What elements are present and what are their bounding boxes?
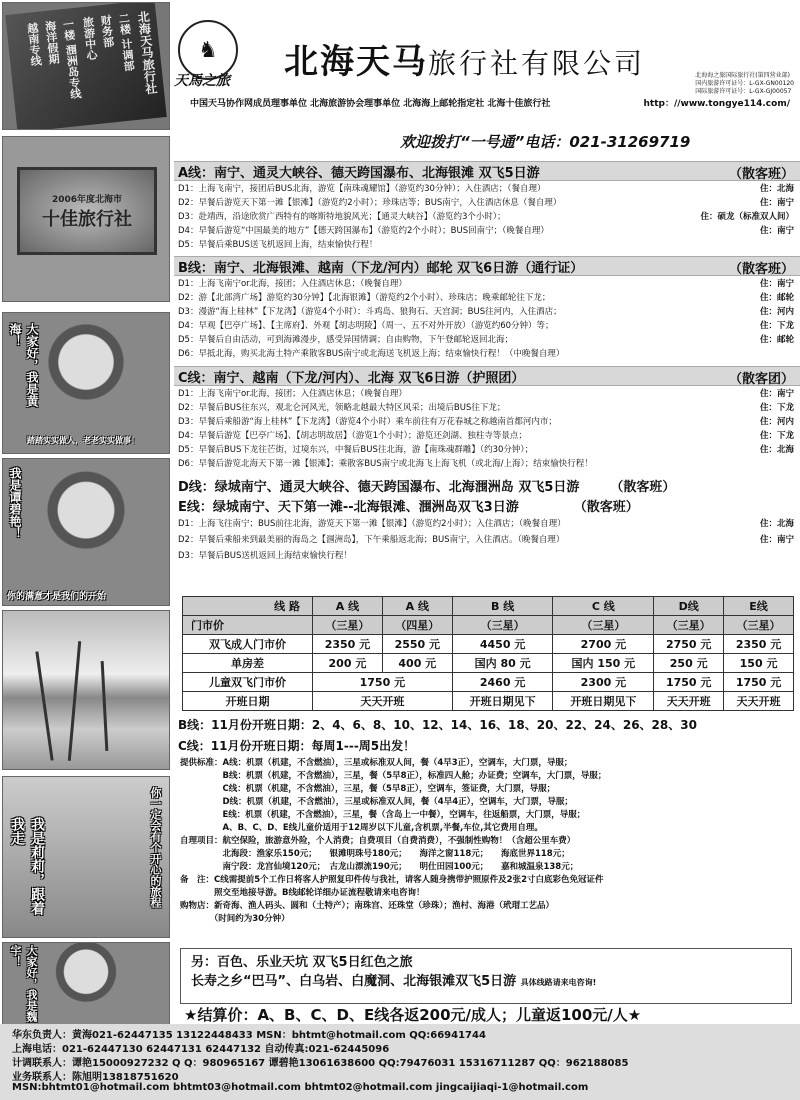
route-day xyxy=(178,388,798,401)
table-col-sub: （三星） xyxy=(452,616,553,635)
table-row xyxy=(183,692,794,711)
table-cell: 天天开班 xyxy=(313,692,453,711)
contact-line: 业务联系人：陈旭明13818751620 xyxy=(12,1072,179,1083)
sign-line: 越南专线 xyxy=(25,21,43,67)
contact-line: 上海电话：021-62447130 62447131 62447132 自动传真:021-62445096 xyxy=(12,1044,390,1055)
association-bar xyxy=(0,96,800,109)
day-text: D1：上海飞往南宁；BUS前往北海，游览天下第一滩【银滩】（游览约2小时）；入住酒店；（晚餐自理） xyxy=(178,519,566,529)
table-col-head: E线 xyxy=(724,597,794,616)
contact-line: 计调联系人：谭艳15000927232 Q Q：980965167 谭碧艳13061638600 QQ:79476031 15316711287 QQ：962188085 xyxy=(12,1058,629,1069)
day-stay: 住：河内 xyxy=(759,417,794,427)
table-cell: 200 元 xyxy=(313,654,383,673)
standard-line: 自理项目：航空保险，旅游意外险，个人消费；自费项目（自费消费），不强制性购物！（含超公里车费） xyxy=(180,836,576,846)
day-stay: 住：北海 xyxy=(759,519,794,529)
standard-line: 备 注：C线需提前5个工作日将客人护照复印件传与我社，请客人随身携带护照原件及2张2寸白底彩色免冠证件 xyxy=(180,875,604,885)
day-text: D3：早餐后BUS送机返回上海结束愉快行程！ xyxy=(178,551,352,561)
plaque-title: 十佳旅行社 xyxy=(42,208,132,230)
day-text: D3：赴靖西，沿途欣赏广西特有的喀斯特地貌风光；【通灵大峡谷】（游览约3个小时）； xyxy=(178,212,506,222)
table-row xyxy=(183,616,794,635)
website-link[interactable]: http：//www.tongye114.com/ xyxy=(643,99,790,109)
table-row-label: 儿童双飞门市价 xyxy=(183,673,313,692)
staff-motto: 你一定会有个开心的旅程 xyxy=(149,787,162,908)
route-day xyxy=(178,402,798,415)
staff-motto: 你的满意才是我们的开始 xyxy=(7,592,107,602)
sign-line: 二楼 计调部 xyxy=(116,12,136,73)
route-b-title xyxy=(174,256,800,276)
consult-note: 具体线路请来电咨询! xyxy=(520,978,597,987)
contact-line: 华东负责人：黄海021-62447135 13122448433 MSN：bhtmt@hotmail.com QQ:66941744 xyxy=(12,1030,486,1041)
standard-line: C线：机票（机建，不含燃油），三星，餐（5早8正），空调车，签证费，大门票，导服； xyxy=(180,784,556,794)
other-route-2: 长寿之乡“巴马”、白乌岩、白魔洞、北海银滩双飞5日游 xyxy=(191,974,517,989)
route-type: （散客班） xyxy=(573,500,639,515)
staff-motto: 踏踏实实做人，老老实实做事！ xyxy=(27,436,139,445)
day-text: D2：早餐后BUS往东兴，观北仑河风光，领略北越最大特区风采；出境后BUS往下龙； xyxy=(178,403,506,413)
route-day xyxy=(178,225,798,238)
standard-line: A、B、C、D、E线儿童价适用于12周岁以下儿童,含机票,半餐,车位,其它费用自理。 xyxy=(180,823,543,833)
table-cell: 开班日期见下 xyxy=(452,692,553,711)
horse-logo-icon: ♞ xyxy=(178,20,238,80)
route-c-title xyxy=(174,366,800,386)
route-type: （散客团） xyxy=(728,372,794,387)
route-day xyxy=(178,278,798,291)
day-text: D4：早观【巴亭广场】、【主席府】、外观【胡志明陵】（周一、五不对外开放）（游览约60分钟）等； xyxy=(178,321,554,331)
route-d-title xyxy=(178,476,676,495)
staff-greeting: 大家好，我是黄海！ xyxy=(8,323,39,407)
table-col-sub: （三星） xyxy=(313,616,383,635)
route-day xyxy=(178,430,798,443)
standard-line: 购物店：新奇海、渔人码头、圆和（土特产）；南珠宫、还珠堂（珍珠）；渔村、海港（玳瑁工艺品） xyxy=(180,901,555,911)
route-day xyxy=(178,211,798,224)
route-day xyxy=(178,550,798,563)
table-col-head: B 线 xyxy=(452,597,553,616)
table-cell: 2300 元 xyxy=(553,673,654,692)
table-row xyxy=(183,597,794,616)
table-col-sub: （三星） xyxy=(553,616,654,635)
standard-line: 北海段：渔家乐150元； 银滩明珠号180元； 海洋之窗118元； 海底世界118元； xyxy=(180,849,570,859)
company-suffix: 旅行社有限公司 xyxy=(428,47,646,80)
day-stay: 住：邮轮 xyxy=(759,335,794,345)
day-stay: 住：下龙 xyxy=(759,431,794,441)
table-col-head: C 线 xyxy=(553,597,654,616)
day-stay: 住：北海 xyxy=(759,184,794,194)
day-text: D5：早餐后乘BUS送飞机返回上海，结束愉快行程！ xyxy=(178,240,378,250)
route-title-text: A线：南宁、通灵大峡谷、德天跨国瀑布、北海银滩 双飞5日游 xyxy=(178,165,540,181)
price-table xyxy=(182,596,794,711)
license-line: 国际旅游许可证号：L-GX-GJ00057 xyxy=(695,88,792,95)
hotline: 欢迎拨打“一号通”电话：021-31269719 xyxy=(400,133,691,151)
license-info xyxy=(695,72,794,96)
standard-line: E线：机票（机建，不含燃油），三星，餐（含岛上一中餐），空调车，往返船票，大门票，导服； xyxy=(180,810,586,820)
table-cell: 2550 元 xyxy=(382,635,452,654)
day-stay: 住：南宁 xyxy=(759,279,794,289)
day-text: D1：上海飞南宁or北海，接团；入住酒店休息；（晚餐自理） xyxy=(178,389,407,399)
table-cell: 2350 元 xyxy=(313,635,383,654)
award-plaque xyxy=(17,167,157,255)
license-line: 国内旅游许可证号：L-GX-GN00120 xyxy=(695,80,794,87)
settlement-price: ★结算价：A、B、C、D、E线各返200元/成人；儿童返100元/人★ xyxy=(184,1006,642,1024)
route-day xyxy=(178,292,798,305)
table-col-head: D线 xyxy=(654,597,724,616)
route-day xyxy=(178,320,798,333)
day-text: D4：早餐后游览“中国最美的地方”【德天跨国瀑布】（游览约2个小时）；BUS回南宁；（晚餐自理） xyxy=(178,226,549,236)
beach-photo xyxy=(2,610,170,770)
table-col-sub: （三星） xyxy=(724,616,794,635)
route-type: （散客班） xyxy=(728,167,794,182)
day-text: D5：早餐后BUS下龙往芒街，过境东兴，中餐后BUS往北海，游【南珠魂群雕】（约30分钟）； xyxy=(178,445,534,455)
table-row-label: 双飞成人门市价 xyxy=(183,635,313,654)
day-text: D6：早抵北海，购买北海土特产乘散客BUS南宁或北海送飞机返上海；结束愉快行程！（中晚餐自理） xyxy=(178,349,565,359)
day-stay: 住：邮轮 xyxy=(759,293,794,303)
schedule-b: B线：11月份开班日期：2、4、6、8、10、12、14、16、18、20、22、24、26、28、30 xyxy=(178,718,697,732)
office-sign xyxy=(5,2,167,130)
route-day xyxy=(178,518,798,531)
route-e-title xyxy=(178,496,639,515)
table-row-label: 开班日期 xyxy=(183,692,313,711)
staff-photo-huanghai xyxy=(2,312,170,454)
left-photo-column xyxy=(0,0,174,1100)
table-cell: 天天开班 xyxy=(724,692,794,711)
standard-line: 照交至地接导游。B线邮轮详细办证流程敬请来电咨询！ xyxy=(180,888,425,898)
table-row xyxy=(183,654,794,673)
route-title-text: D线：绿城南宁、通灵大峡谷、德天跨国瀑布、北海涠洲岛 双飞5日游 xyxy=(178,480,580,495)
day-text: D6：早餐后游览北海天下第一滩【银滩】；乘散客BUS南宁或北海飞上海飞机（或北海/上海）；结束愉快行程！ xyxy=(178,459,593,469)
table-head-price: 门市价 xyxy=(183,616,313,635)
route-day xyxy=(178,334,798,347)
table-head-route: 线 路 xyxy=(183,597,313,616)
plaque-year: 2006年度北海市 xyxy=(51,194,123,205)
contact-line: MSN:bhtmt01@hotmail.com bhtmt03@hotmail.com bhtmt02@hotmail.com jingcaijiaqi-1@hotmail.com xyxy=(12,1082,589,1093)
table-cell: 1750 元 xyxy=(313,673,453,692)
logo-text: 天馬之旅 xyxy=(174,73,230,89)
route-day xyxy=(178,183,798,196)
company-name xyxy=(284,34,645,83)
main-content xyxy=(174,0,800,1100)
day-stay: 住：南宁 xyxy=(759,226,794,236)
standard-line: 提供标准：A线：机票（机建，不含燃油），三星或标准双人间，餐（4早3正），空调车，大门票，导服； xyxy=(180,758,573,768)
table-cell: 开班日期见下 xyxy=(553,692,654,711)
table-cell: 2700 元 xyxy=(553,635,654,654)
standard-line: B线：机票（机建，不含燃油），三星，餐（5早8正），标准四人舱；办证费；空调车，大门票，导服； xyxy=(180,771,607,781)
license-line: 北海海之旅国际旅行社(第四营业部) xyxy=(695,72,790,79)
day-stay: 住：河内 xyxy=(759,307,794,317)
route-day xyxy=(178,458,798,471)
company-main: 北海天马 xyxy=(284,42,428,82)
day-stay: 住：下龙 xyxy=(759,321,794,331)
sign-line: 一楼 涠洲岛专线 xyxy=(60,18,83,100)
day-text: D4：早餐后游览【巴亭广场】、【胡志明故居】（游览1个小时）；游览还剑湖、独柱寺等景点； xyxy=(178,431,527,441)
table-col-head: A 线 xyxy=(313,597,383,616)
route-title-text: E线：绿城南宁、天下第一滩--北海银滩、涠洲岛双飞3日游 xyxy=(178,500,519,515)
day-text: D3：早餐后乘船游“海上桂林”【下龙湾】（游览4个小时）乘车前往有万花春城之称越南首都河内市； xyxy=(178,417,557,427)
route-type: （散客班） xyxy=(610,480,676,495)
office-sign-photo xyxy=(2,2,170,130)
table-cell: 天天开班 xyxy=(654,692,724,711)
award-plaque-photo xyxy=(2,136,170,302)
table-cell: 2750 元 xyxy=(654,635,724,654)
sign-line: 财务部 xyxy=(98,14,116,49)
day-text: D1：上海飞南宁，接团后BUS北海，游览【南珠魂耀馆】（游览约30分钟）；入住酒店；（餐自理） xyxy=(178,184,546,194)
route-a-title xyxy=(174,161,800,181)
staff-greeting: 我是莉莉，跟着我走 xyxy=(9,817,45,915)
route-day xyxy=(178,197,798,210)
table-cell: 2350 元 xyxy=(724,635,794,654)
sign-line: 旅游中心 xyxy=(80,15,99,62)
table-cell: 1750 元 xyxy=(724,673,794,692)
table-col-head: A 线 xyxy=(382,597,452,616)
sign-line: 海洋假期 xyxy=(43,19,61,65)
staff-photo-weiyu xyxy=(2,942,170,1026)
contact-footer xyxy=(0,1024,800,1100)
day-stay: 住：南宁 xyxy=(759,535,794,545)
day-text: D2：游【北部湾广场】游览约30分钟】【北海银滩】（游览约2个小时）、珍珠店；晚乘邮轮往下龙； xyxy=(178,293,551,303)
day-stay: 住：南宁 xyxy=(759,198,794,208)
table-cell: 250 元 xyxy=(654,654,724,673)
table-col-sub: （三星） xyxy=(654,616,724,635)
palm-trunk xyxy=(68,641,81,761)
table-row xyxy=(183,673,794,692)
route-title-text: C线：南宁、越南（下龙/河内）、北海 双飞6日游（护照团） xyxy=(178,370,525,386)
service-standards xyxy=(180,757,794,926)
day-stay: 住：下龙 xyxy=(759,403,794,413)
route-day xyxy=(178,306,798,319)
standard-line: （时间约为30分钟） xyxy=(180,914,290,924)
day-text: D2：早餐后乘船来到最美丽的海岛之【涠洲岛】，下午乘船返北海；BUS南宁，入住酒店。（晚餐自理） xyxy=(178,535,565,545)
route-day xyxy=(178,416,798,429)
route-title-text: B线：南宁、北海银滩、越南（下龙/河内）邮轮 双飞6日游（通行证） xyxy=(178,260,584,276)
staff-greeting: 大家好，我是魏宇！ xyxy=(9,945,38,1022)
table-col-sub: （四星） xyxy=(382,616,452,635)
sign-line: 北海天马旅行社 xyxy=(135,10,159,96)
route-day xyxy=(178,239,798,252)
table-row-label: 单房差 xyxy=(183,654,313,673)
day-stay: 住：北海 xyxy=(759,445,794,455)
header xyxy=(174,0,800,132)
staff-photo-tanbiyan xyxy=(2,458,170,606)
day-text: D2：早餐后游览天下第一滩【银滩】（游览约2小时）；珍珠店等；BUS南宁，入住酒店休息（餐自理） xyxy=(178,198,562,208)
table-cell: 4450 元 xyxy=(452,635,553,654)
association-text: 中国天马协作网成员理事单位 北海旅游协会理事单位 北海海上邮轮指定社 北海十佳旅行社 xyxy=(190,99,551,109)
standard-line: D线：机票（机建，不含燃油），三星或标准双人间，餐（4早4正），空调车，大门票，导服； xyxy=(180,797,573,807)
day-text: D5：早餐后自由活动，可到海滩漫步，感受异国情调；自由购物，下午登邮轮返回北海； xyxy=(178,335,513,345)
table-cell: 1750 元 xyxy=(654,673,724,692)
day-stay: 住：南宁 xyxy=(759,389,794,399)
day-stay: 住：硕龙（标准双人间） xyxy=(700,212,794,222)
standard-line: 南宁段：龙宫仙境120元； 古龙山漂流190元； 明仕田园100元； 嘉和城温泉138元； xyxy=(180,862,579,872)
palm-trunk xyxy=(101,661,109,751)
table-cell: 2460 元 xyxy=(452,673,553,692)
table-cell: 国内 80 元 xyxy=(452,654,553,673)
table-row xyxy=(183,635,794,654)
day-text: D1：上海飞南宁or北海，接团；入住酒店休息；（晚餐自理） xyxy=(178,279,407,289)
route-day xyxy=(178,348,798,361)
schedule-c: C线：11月份开班日期：每周1---周5出发！ xyxy=(178,739,416,753)
table-cell: 400 元 xyxy=(382,654,452,673)
palm-trunk xyxy=(35,651,53,760)
route-day xyxy=(178,534,798,547)
route-type: （散客班） xyxy=(728,262,794,277)
day-text: D3：漫游“海上桂林”【下龙湾】（游览4个小时）：斗鸡岛、狼狗石、天宫洞；BUS往河内，入住酒店； xyxy=(178,307,562,317)
staff-photo-lili xyxy=(2,776,170,938)
staff-greeting: 我是谭碧艳！ xyxy=(8,467,22,539)
table-cell: 150 元 xyxy=(724,654,794,673)
other-routes-box xyxy=(180,948,792,1004)
route-day xyxy=(178,444,798,457)
table-cell: 国内 150 元 xyxy=(553,654,654,673)
other-route-1: 另：百色、乐业天坑 双飞5日红色之旅 xyxy=(191,955,413,970)
